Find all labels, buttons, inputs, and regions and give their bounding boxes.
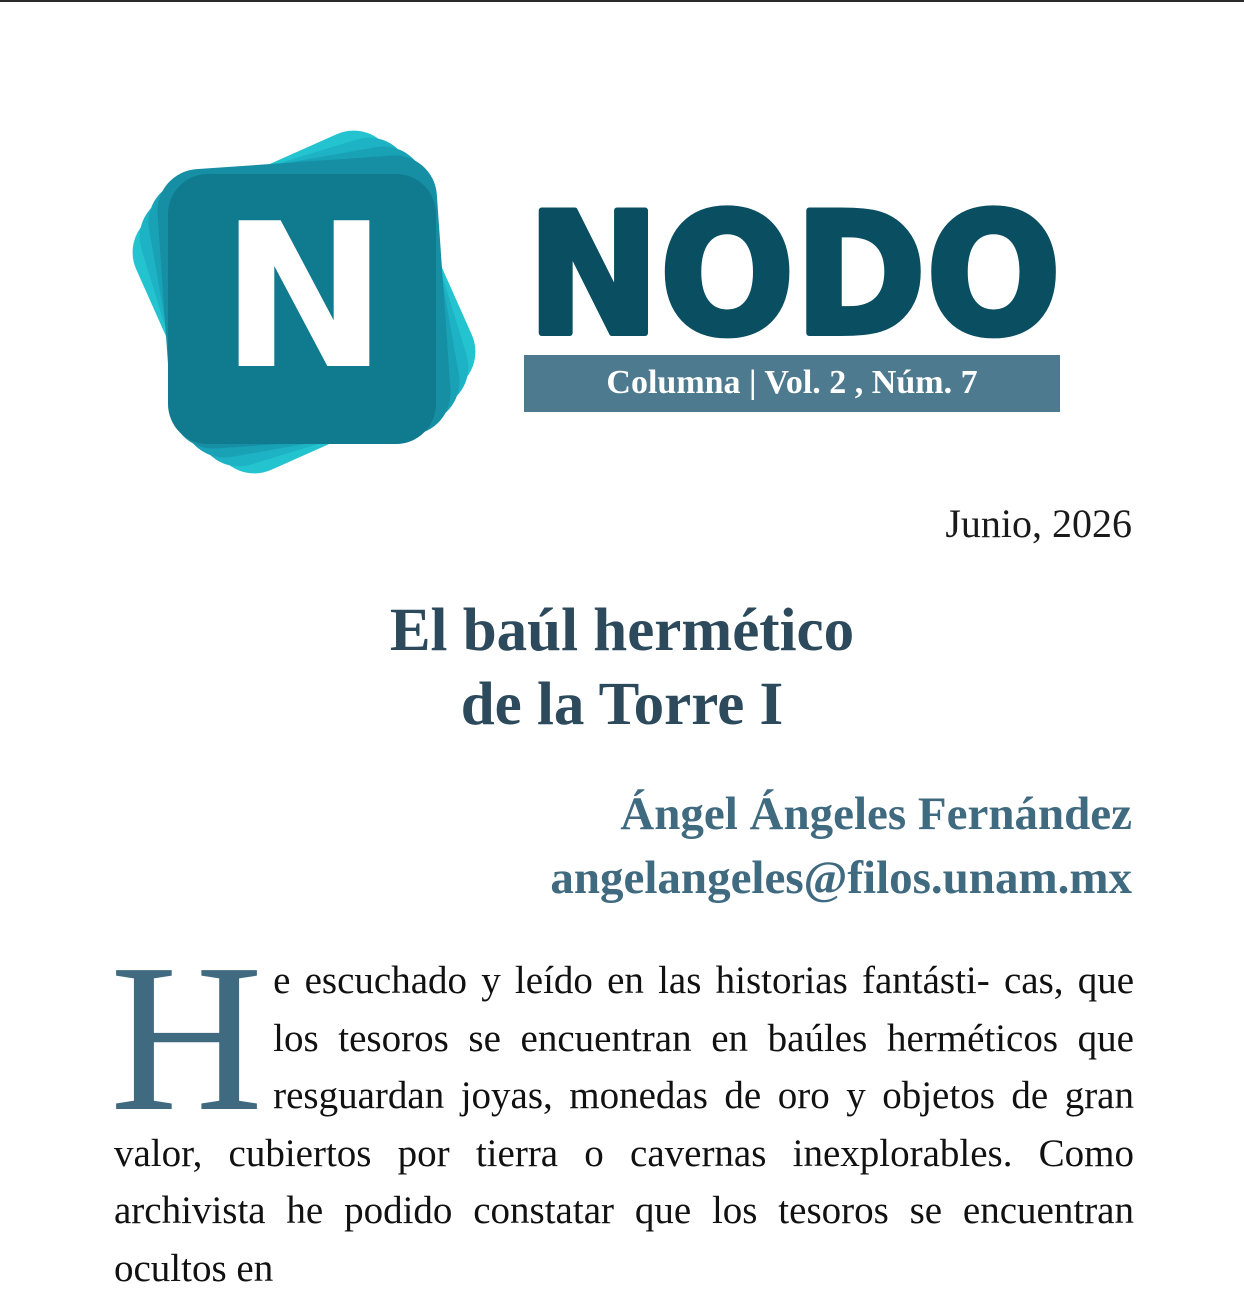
article-title xyxy=(0,594,1244,742)
author-email[interactable]: angelangeles@filos.unam.mx xyxy=(550,852,1132,904)
body-line: de oro y objetos de gran valor, cubiertos por tierra o xyxy=(114,1074,1134,1175)
issue-bar xyxy=(524,355,1060,412)
nodo-logo-mark xyxy=(132,130,478,476)
body-line: cas, que los tesoros se encuentran en baúles xyxy=(273,959,1135,1060)
drop-cap: H xyxy=(110,920,264,1155)
title-line-2: de la Torre I xyxy=(460,671,784,738)
body-line: herméticos que resguardan joyas, monedas xyxy=(273,1016,1134,1118)
author-name: Ángel Ángeles Fernández xyxy=(620,788,1132,840)
top-rule xyxy=(0,0,1244,2)
body-line: cavernas inexplorables. Como archivista he podido xyxy=(114,1131,1135,1233)
logo-letter: N xyxy=(220,181,388,414)
nodo-wordmark xyxy=(524,195,1064,345)
article-body xyxy=(110,920,1135,1292)
author-block xyxy=(550,782,1132,910)
title-line-1: El baúl hermético xyxy=(389,597,855,664)
body-line: constatar que los tesoros se encuentran ocultos en xyxy=(114,1189,1134,1290)
issue-line: Columna | Vol. 2 , Núm. 7 xyxy=(606,363,978,401)
publication-date: Junio, 2026 xyxy=(945,501,1132,546)
wordmark-text: NODO xyxy=(527,195,1061,345)
body-line: e escuchado y leído en las historias fantásti- xyxy=(273,959,990,1002)
